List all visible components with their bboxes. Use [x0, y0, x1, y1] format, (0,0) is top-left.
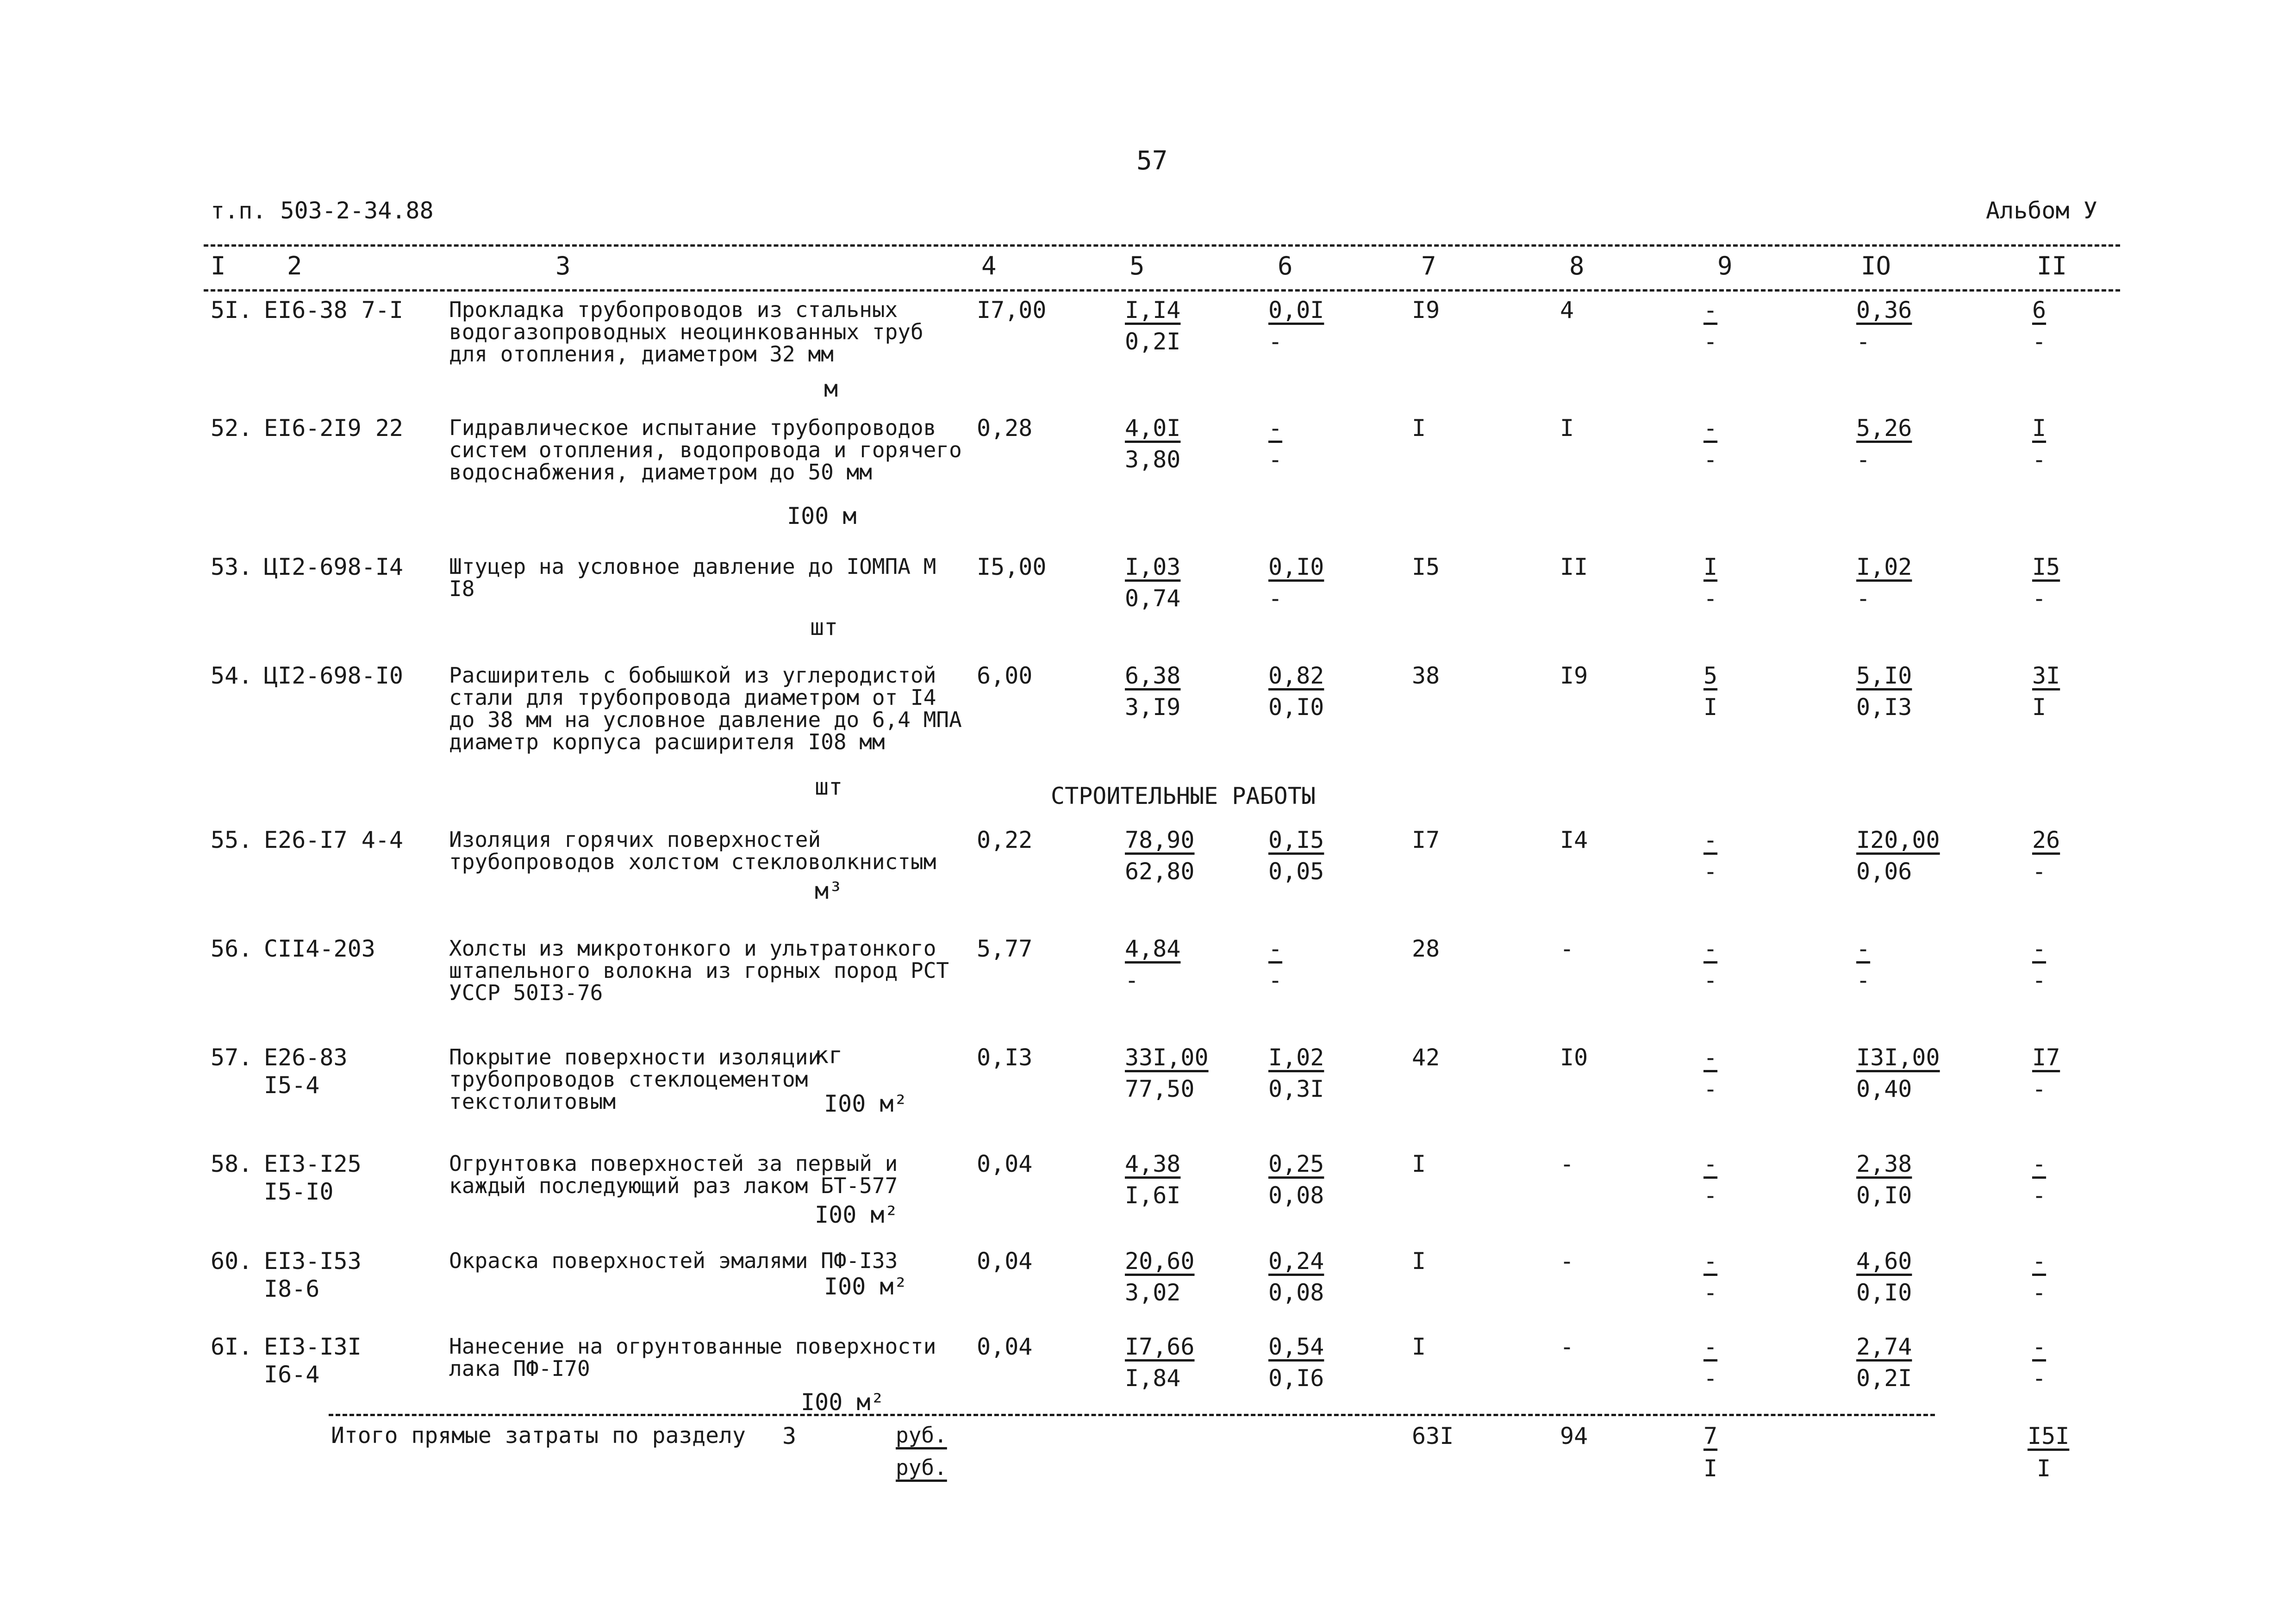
row-col4: 0,04: [977, 1248, 1033, 1275]
row-col9-top: -: [1703, 297, 1718, 323]
total-rule: [329, 1414, 1935, 1416]
row-number: 56.: [211, 935, 253, 962]
row-number: 54.: [211, 662, 253, 689]
row-col6-top: 0,0I: [1268, 297, 1324, 323]
col-header-2: 2: [287, 251, 302, 280]
row-col7: I9: [1412, 297, 1440, 323]
row-unit: кг: [815, 1042, 843, 1069]
row-col7: I: [1412, 1333, 1426, 1360]
row-col6-bottom: -: [1268, 446, 1283, 473]
row-col6-bottom: 0,3I: [1268, 1076, 1324, 1102]
row-col10-top: I20,00: [1856, 827, 1940, 853]
row-col11-bottom: -: [2032, 967, 2046, 994]
row-col6-bottom: 0,08: [1268, 1279, 1324, 1306]
row-col4: 6,00: [977, 662, 1033, 689]
row-number: 60.: [211, 1248, 253, 1275]
row-col11-top: I5: [2032, 553, 2060, 580]
row-col6-top: I,02: [1268, 1044, 1324, 1071]
row-col6-top: 0,I0: [1268, 553, 1324, 580]
row-code-secondary: I6-4: [264, 1361, 320, 1388]
row-col11-top: I: [2032, 415, 2046, 442]
row-description: Холсты из микротонкого и ультратонкого штапельного волокна из горных пород РСТ УССР 50I3-76: [449, 936, 949, 1005]
row-col4: 5,77: [977, 935, 1033, 962]
total-col11-b: I: [2037, 1455, 2051, 1482]
row-unit: шт: [810, 614, 838, 640]
row-col11-top: 26: [2032, 827, 2060, 853]
row-col11-bottom: -: [2032, 446, 2046, 473]
row-col11-top: -: [2032, 1150, 2046, 1177]
row-description: Расширитель с бобышкой из углеродистой стали для трубопровода диаметром от I4 до 38 мм на условное давление до 6,4 МПА диаметр корпуса расширителя I08 мм: [449, 663, 962, 754]
row-col5-bottom: 3,80: [1125, 446, 1181, 473]
row-unit: I00 м²: [801, 1389, 885, 1416]
row-col5-top: I,I4: [1125, 297, 1181, 323]
row-col4: I5,00: [977, 553, 1047, 580]
row-col6-top: 0,I5: [1268, 827, 1324, 853]
page-number: 57: [1136, 146, 1168, 176]
col-header-9: 9: [1717, 251, 1733, 280]
row-col9-top: -: [1703, 935, 1718, 962]
header-top-rule: [204, 244, 2120, 247]
row-code: EI3-I25: [264, 1150, 362, 1177]
row-col11-bottom: I: [2032, 694, 2046, 721]
row-col8: -: [1560, 1150, 1574, 1177]
row-col8: I0: [1560, 1044, 1588, 1071]
row-col11-bottom: -: [2032, 1076, 2046, 1102]
row-unit: I00 м: [787, 503, 857, 529]
row-col10-bottom: 0,2I: [1856, 1365, 1912, 1392]
row-col10-bottom: 0,40: [1856, 1076, 1912, 1102]
row-col9-top: 5: [1703, 662, 1718, 689]
col-header-5: 5: [1129, 251, 1145, 280]
col-header-6: 6: [1278, 251, 1293, 280]
row-col10-top: 2,74: [1856, 1333, 1912, 1360]
row-col9-top: -: [1703, 827, 1718, 853]
row-col5-bottom: 3,I9: [1125, 694, 1181, 721]
row-col7: I5: [1412, 553, 1440, 580]
row-col11-bottom: -: [2032, 858, 2046, 885]
row-col10-bottom: -: [1856, 967, 1871, 994]
row-col7: 42: [1412, 1044, 1440, 1071]
row-col5-top: I7,66: [1125, 1333, 1195, 1360]
row-col10-top: I,02: [1856, 553, 1912, 580]
row-description: Гидравлическое испытание трубопроводов систем отопления, водопровода и горячего водоснабжения, диаметром до 50 мм: [449, 415, 962, 485]
total-label: Итого прямые затраты по разделу: [331, 1423, 746, 1449]
row-number: 6I.: [211, 1333, 253, 1360]
row-col8: II: [1560, 553, 1588, 580]
row-col5-bottom: 62,80: [1125, 858, 1195, 885]
row-col10-top: 0,36: [1856, 297, 1912, 323]
col-header-7: 7: [1421, 251, 1436, 280]
row-col6-bottom: 0,I6: [1268, 1365, 1324, 1392]
row-code: ЦI2-698-I4: [264, 553, 404, 580]
row-col5-bottom: I,84: [1125, 1365, 1181, 1392]
row-col6-bottom: -: [1268, 585, 1283, 612]
row-col8: -: [1560, 1248, 1574, 1275]
row-col10-bottom: -: [1856, 328, 1871, 355]
row-col9-top: I: [1703, 553, 1718, 580]
row-col11-bottom: -: [2032, 1365, 2046, 1392]
row-col4: 0,04: [977, 1150, 1033, 1177]
col-header-3: 3: [555, 251, 571, 280]
row-number: 5I.: [211, 297, 253, 323]
row-col9-top: -: [1703, 1248, 1718, 1275]
row-col10-bottom: -: [1856, 446, 1871, 473]
row-col7: I: [1412, 415, 1426, 442]
row-col7: I: [1412, 1248, 1426, 1275]
row-col5-top: 78,90: [1125, 827, 1195, 853]
row-col5-top: 20,60: [1125, 1248, 1195, 1275]
row-col11-bottom: -: [2032, 1182, 2046, 1209]
row-col10-top: 2,38: [1856, 1150, 1912, 1177]
total-unit-b: руб.: [896, 1455, 947, 1480]
row-col7: 28: [1412, 935, 1440, 962]
row-col5-bottom: 3,02: [1125, 1279, 1181, 1306]
total-col11-a: I5I: [2028, 1423, 2070, 1449]
row-col6-top: 0,24: [1268, 1248, 1324, 1275]
total-col8: 94: [1560, 1423, 1588, 1449]
row-code-secondary: I5-I0: [264, 1178, 334, 1205]
row-unit: I00 м²: [824, 1090, 908, 1117]
row-col9-bottom: -: [1703, 1365, 1718, 1392]
row-col10-bottom: 0,I3: [1856, 694, 1912, 721]
row-col5-top: 33I,00: [1125, 1044, 1209, 1071]
row-col5-top: 4,0I: [1125, 415, 1181, 442]
row-col5-top: 6,38: [1125, 662, 1181, 689]
row-col5-top: 4,38: [1125, 1150, 1181, 1177]
row-col4: 0,28: [977, 415, 1033, 442]
row-col10-top: 4,60: [1856, 1248, 1912, 1275]
row-code: ЦI2-698-I0: [264, 662, 404, 689]
row-col6-top: 0,25: [1268, 1150, 1324, 1177]
row-col11-bottom: -: [2032, 1279, 2046, 1306]
row-col4: 0,22: [977, 827, 1033, 853]
row-col8: 4: [1560, 297, 1574, 323]
total-section: 3: [782, 1423, 797, 1449]
row-description: Окраска поверхностей эмалями ПФ-I33: [449, 1248, 898, 1273]
row-col10-bottom: 0,06: [1856, 858, 1912, 885]
row-col9-bottom: -: [1703, 1279, 1718, 1306]
header-bottom-rule: [204, 289, 2120, 292]
col-header-1: I: [211, 251, 226, 280]
row-col6-top: -: [1268, 935, 1283, 962]
doc-code: т.п. 503-2-34.88: [211, 197, 434, 224]
col-header-11: II: [2037, 251, 2067, 280]
row-col5-bottom: 77,50: [1125, 1076, 1195, 1102]
row-description: Штуцер на условное давление до IОМПА М I8: [449, 554, 936, 601]
row-description: Покрытие поверхности изоляции трубопроводов стеклоцементом текстолитовым: [449, 1045, 821, 1114]
total-col9-b: I: [1703, 1455, 1718, 1482]
row-code-secondary: I8-6: [264, 1275, 320, 1302]
row-col11-top: I7: [2032, 1044, 2060, 1071]
row-col6-top: 0,54: [1268, 1333, 1324, 1360]
row-col9-bottom: I: [1703, 694, 1718, 721]
row-col5-top: 4,84: [1125, 935, 1181, 962]
total-unit-a: руб.: [896, 1423, 947, 1448]
row-col11-top: 3I: [2032, 662, 2060, 689]
row-col6-bottom: -: [1268, 967, 1283, 994]
row-col9-bottom: -: [1703, 1182, 1718, 1209]
total-col9-a: 7: [1703, 1423, 1718, 1449]
col-header-4: 4: [981, 251, 997, 280]
row-col5-bottom: 0,74: [1125, 585, 1181, 612]
row-col10-top: 5,I0: [1856, 662, 1912, 689]
row-col4: 0,04: [977, 1333, 1033, 1360]
row-col8: I4: [1560, 827, 1588, 853]
col-header-10: IO: [1861, 251, 1891, 280]
row-code: EI3-I53: [264, 1248, 362, 1275]
row-col8: -: [1560, 935, 1574, 962]
row-col5-top: I,03: [1125, 553, 1181, 580]
row-col9-top: -: [1703, 415, 1718, 442]
row-col10-bottom: 0,I0: [1856, 1182, 1912, 1209]
section-label: СТРОИТЕЛЬНЫЕ РАБОТЫ: [1051, 783, 1316, 809]
row-unit: м: [824, 375, 838, 402]
row-unit: I00 м²: [815, 1201, 898, 1228]
row-number: 55.: [211, 827, 253, 853]
row-col5-bottom: I,6I: [1125, 1182, 1181, 1209]
row-description: Прокладка трубопроводов из стальных водогазопроводных неоцинкованных труб для отопления, диаметром 32 мм: [449, 297, 923, 367]
row-col10-top: I3I,00: [1856, 1044, 1940, 1071]
row-col4: 0,I3: [977, 1044, 1033, 1071]
row-number: 57.: [211, 1044, 253, 1071]
row-col9-top: -: [1703, 1150, 1718, 1177]
row-col7: I7: [1412, 827, 1440, 853]
row-col11-top: -: [2032, 1333, 2046, 1360]
row-col5-bottom: 0,2I: [1125, 328, 1181, 355]
col-header-8: 8: [1569, 251, 1585, 280]
row-code: E26-83: [264, 1044, 348, 1071]
row-col9-top: -: [1703, 1333, 1718, 1360]
row-col5-bottom: -: [1125, 967, 1139, 994]
row-col9-bottom: -: [1703, 328, 1718, 355]
row-col9-bottom: -: [1703, 967, 1718, 994]
row-col6-bottom: 0,I0: [1268, 694, 1324, 721]
row-description: Изоляция горячих поверхностей трубопроводов холстом стекловолкнистым: [449, 827, 936, 874]
row-col9-bottom: -: [1703, 585, 1718, 612]
row-col6-top: 0,82: [1268, 662, 1324, 689]
row-col9-bottom: -: [1703, 858, 1718, 885]
row-unit: шт: [815, 773, 843, 800]
row-col11-bottom: -: [2032, 328, 2046, 355]
row-code: EI6-38 7-I: [264, 297, 404, 323]
row-unit: I00 м²: [824, 1273, 908, 1300]
album-label: Альбом У: [1986, 197, 2097, 224]
row-col8: -: [1560, 1333, 1574, 1360]
row-code: EI3-I3I: [264, 1333, 362, 1360]
row-col7: 38: [1412, 662, 1440, 689]
row-col7: I: [1412, 1150, 1426, 1177]
row-code: CII4-203: [264, 935, 375, 962]
row-col6-bottom: 0,05: [1268, 858, 1324, 885]
row-col6-top: -: [1268, 415, 1283, 442]
row-col8: I9: [1560, 662, 1588, 689]
row-col10-top: -: [1856, 935, 1871, 962]
row-col11-top: -: [2032, 1248, 2046, 1275]
row-col4: I7,00: [977, 297, 1047, 323]
row-number: 52.: [211, 415, 253, 442]
row-col10-bottom: 0,I0: [1856, 1279, 1912, 1306]
row-number: 53.: [211, 553, 253, 580]
row-col6-bottom: 0,08: [1268, 1182, 1324, 1209]
row-col11-bottom: -: [2032, 585, 2046, 612]
row-unit: м³: [815, 877, 843, 904]
row-col9-bottom: -: [1703, 1076, 1718, 1102]
row-col11-top: 6: [2032, 297, 2046, 323]
row-description: Огрунтовка поверхностей за первый и каждый последующий раз лаком БТ-577: [449, 1151, 898, 1198]
row-col9-bottom: -: [1703, 446, 1718, 473]
row-col8: I: [1560, 415, 1574, 442]
row-description: Нанесение на огрунтованные поверхности лака ПФ-I70: [449, 1334, 936, 1381]
row-col11-top: -: [2032, 935, 2046, 962]
total-col7: 63I: [1412, 1423, 1454, 1449]
row-code-secondary: I5-4: [264, 1072, 320, 1099]
row-col6-bottom: -: [1268, 328, 1283, 355]
row-code: E26-I7 4-4: [264, 827, 404, 853]
row-code: EI6-2I9 22: [264, 415, 404, 442]
row-col10-bottom: -: [1856, 585, 1871, 612]
row-col10-top: 5,26: [1856, 415, 1912, 442]
row-col9-top: -: [1703, 1044, 1718, 1071]
row-number: 58.: [211, 1150, 253, 1177]
